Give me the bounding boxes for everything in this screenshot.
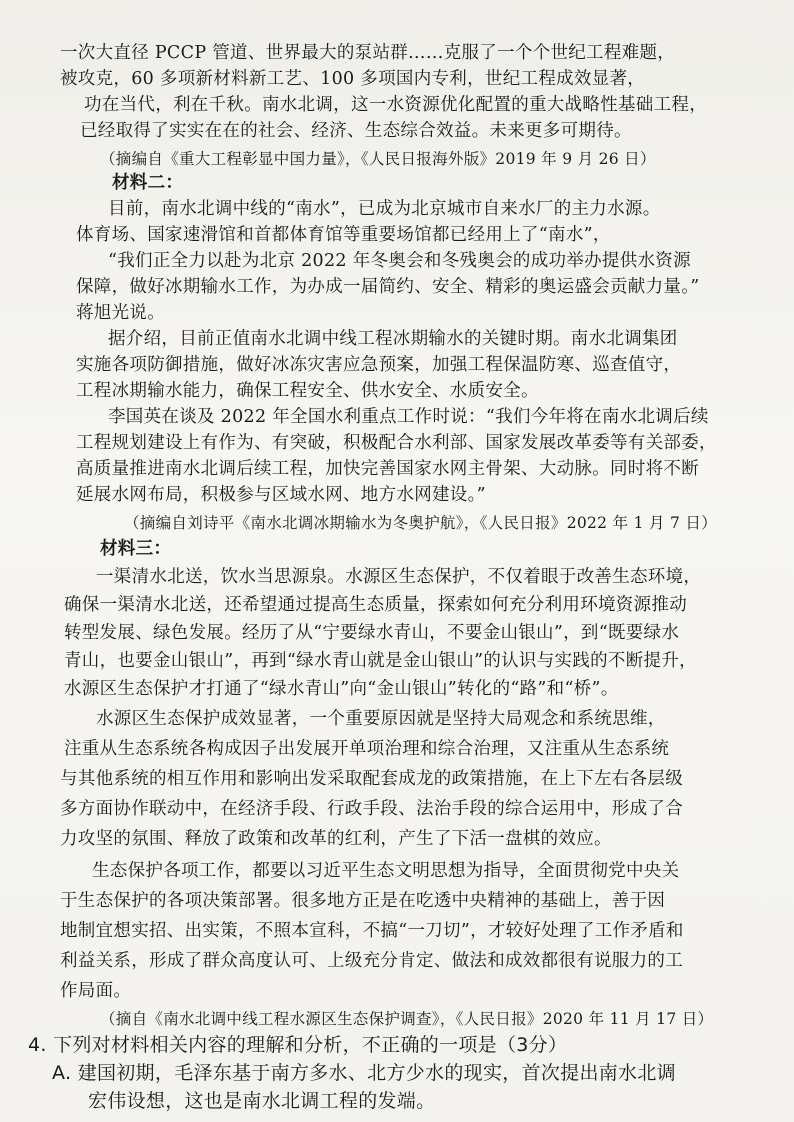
text-line: 工程规划建设上有作为、有突破，积极配合水利部、国家发展改革委等有关部委， — [76, 433, 717, 453]
text-line: 实施各项防御措施，做好冰冻灾害应急预案，加强工程保温防寒、巡查值守， — [76, 355, 682, 375]
option-a-continued: 宏伟设想，这也是南水北调工程的发端。 — [88, 1090, 436, 1112]
text-line: 注重从生态系统各构成因子出发展开单项治理和综合治理，又注重从生态系统 — [64, 739, 670, 759]
text-line: 目前，南水北调中线的“南水”，已成为北京城市自来水厂的主力水源。 — [108, 199, 661, 219]
option-a: A. 建国初期，毛泽东基于南方多水、北方少水的现实，首次提出南水北调 — [52, 1062, 676, 1084]
text-line: 据介绍，目前正值南水北调中线工程冰期输水的关键时期。南水北调集团 — [108, 329, 678, 349]
source-citation: （摘自《南水北调中线工程水源区生态保护调查》，《人民日报》2020 年 11 月 17 日） — [100, 1010, 714, 1028]
text-line: 一渠清水北送，饮水当思源泉。水源区生态保护，不仅着眼于改善生态环境， — [96, 567, 702, 587]
text-line: 与其他系统的相互作用和影响出发采取配套成龙的政策措施，在上下左右各层级 — [60, 769, 683, 789]
text-line: 转型发展、绿色发展。经历了从“宁要绿水青山，不要金山银山”，到“既要绿水 — [64, 623, 680, 643]
question-4: 4. 下列对材料相关内容的理解和分析，不正确的一项是（3分） — [28, 1034, 568, 1056]
text-line: 水源区生态保护才打通了“绿水青山”向“金山银山”转化的“路”和“桥”。 — [64, 679, 619, 699]
section-heading: 材料二： — [112, 173, 184, 193]
text-line: 蒋旭光说。 — [76, 303, 165, 323]
section-heading: 材料三： — [100, 539, 172, 559]
text-line: 延展水网布局，积极参与区域水网、地方水网建设。” — [76, 485, 486, 505]
text-line: 已经取得了实实在在的社会、经济、生态综合效益。未来更多可期待。 — [80, 121, 632, 141]
text-line: 确保一渠清水北送，还希望通过提高生态质量，探索如何充分利用环境资源推动 — [64, 595, 687, 615]
text-line: “我们正全力以赴为北京 2022 年冬奥会和冬残奥会的成功举办提供水资源 — [108, 251, 691, 271]
text-line: 多方面协作联动中，在经济手段、行政手段、法治手段的综合运用中，形成了合 — [60, 799, 683, 819]
text-line: 一次大直径 PCCP 管道、世界最大的泵站群……克服了一个个世纪工程难题， — [60, 43, 676, 63]
text-line: 利益关系，形成了群众高度认可、上级充分肯定、做法和成效都很有说服力的工 — [60, 951, 683, 971]
text-line: 生态保护各项工作，都要以习近平生态文明思想为指导，全面贯彻党中央关 — [92, 861, 680, 881]
text-line: 青山，也要金山银山”，再到“绿水青山就是金山银山”的认识与实践的不断提升， — [64, 651, 697, 671]
text-line: 体育场、国家速滑馆和首都体育馆等重要场馆都已经用上了“南水”， — [76, 225, 611, 245]
text-line: 李国英在谈及 2022 年全国水利重点工作时说：“我们今年将在南水北调后续 — [108, 407, 709, 427]
text-line: 于生态保护的各项决策部署。很多地方正是在吃透中央精神的基础上，善于因 — [60, 891, 666, 911]
source-citation: （摘编自《重大工程彰显中国力量》，《人民日报海外版》2019 年 9 月 26 日） — [100, 150, 656, 168]
source-citation: （摘编自刘诗平《南水北调冰期输水为冬奥护航》，《人民日报》2022 年 1 月 7 日） — [124, 514, 718, 532]
text-line: 保障，做好冰期输水工作，为办成一届简约、安全、精彩的奥运盛会贡献力量。” — [76, 277, 700, 297]
text-line: 功在当代，利在千秋。南水北调，这一水资源优化配置的重大战略性基础工程， — [84, 95, 707, 115]
text-line: 被攻克，60 多项新材料新工艺、100 多项国内专利，世纪工程成效显著， — [60, 69, 646, 89]
text-line: 力攻坚的氛围、释放了政策和改革的红利，产生了下活一盘棋的效应。 — [60, 829, 612, 849]
text-line: 水源区生态保护成效显著，一个重要原因就是坚持大局观念和系统思维， — [96, 709, 666, 729]
text-line: 工程冰期输水能力，确保工程安全、供水安全、水质安全。 — [76, 381, 539, 401]
text-line: 地制宜想实招、出实策，不照本宣科，不搞“一刀切”，才较好处理了工作矛盾和 — [60, 921, 684, 941]
text-line: 作局面。 — [60, 981, 132, 1001]
text-line: 高质量推进南水北调后续工程，加快完善国家水网主骨架、大动脉。同时将不断 — [76, 459, 699, 479]
